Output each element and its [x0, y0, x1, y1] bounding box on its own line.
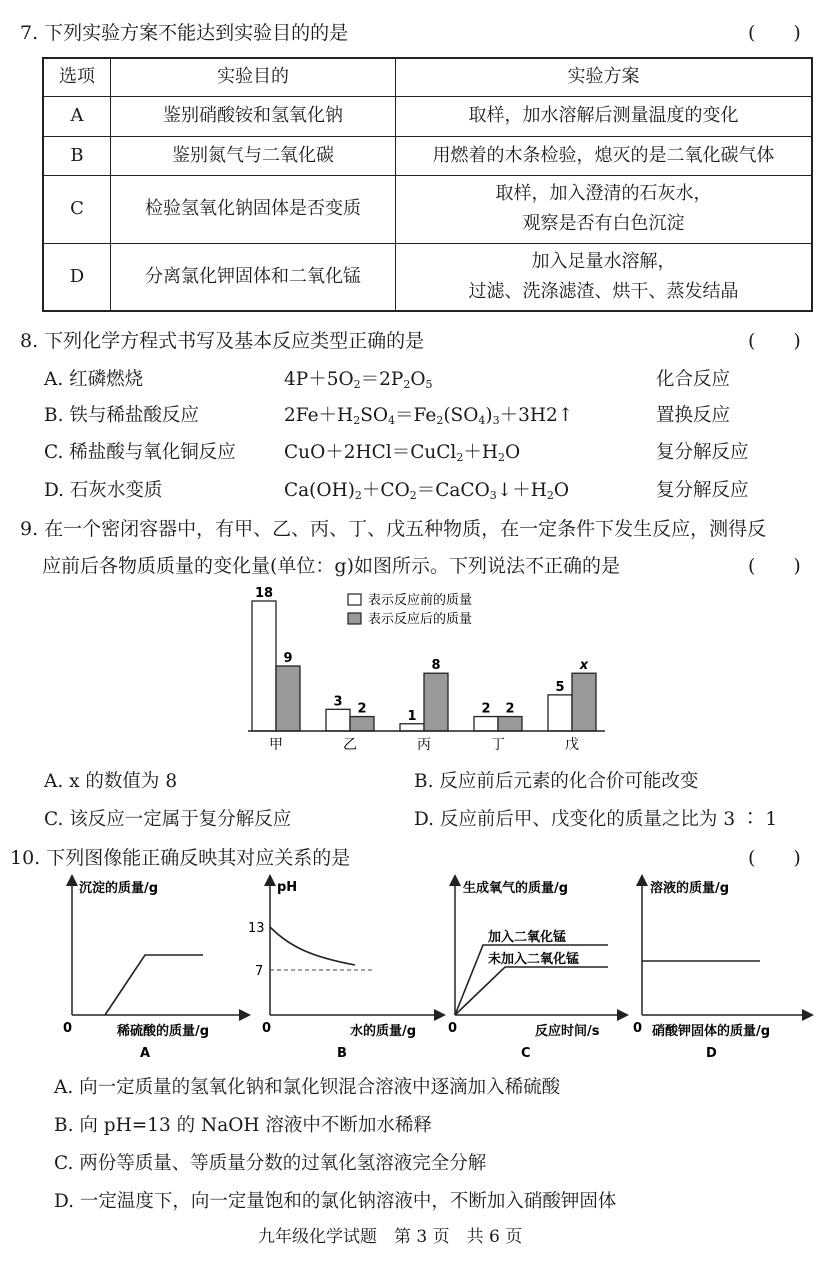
q8-option-c-label: C. 稀盐酸与氧化铜反应 [44, 442, 236, 463]
q8-option-c-equation: $CuO+2HCl=CuCl_2+H_2O$ [284, 442, 521, 464]
legend-after-swatch [348, 613, 361, 624]
q8-option-d-label: D. 石灰水变质 [44, 480, 163, 501]
origin-label: 0 [633, 1021, 643, 1036]
bar-value-label: 2 [481, 701, 491, 717]
q9-stem-line2: 应前后各物质质量的变化量(单位：g)如图所示。下列说法不正确的是 [42, 555, 620, 577]
bar-after-0 [276, 666, 300, 731]
q9-option-a: A. x 的数值为 8 [44, 771, 178, 792]
row-option: C [43, 175, 111, 243]
q8-option-c-type: 复分解反应 [656, 442, 749, 463]
q10-option-d: D. 一定温度下，向一定量饱和的氯化钠溶液中，不断加入硝酸钾固体 [54, 1191, 617, 1212]
row-plan [396, 175, 813, 243]
origin-label: 0 [262, 1021, 272, 1036]
q8-option-a-label: A. 红磷燃烧 [44, 369, 144, 390]
q8-stem: 8. 下列化学方程式书写及基本反应类型正确的是 [20, 330, 425, 352]
row-purpose: 鉴别氮气与二氧化碳 [111, 136, 396, 175]
row-plan-line1: 取样，加入澄清的石灰水， [495, 183, 712, 204]
row-purpose: 检验氢氧化钠固体是否变质 [111, 175, 396, 243]
category-label: 丙 [417, 737, 431, 753]
bar-after-4 [572, 673, 596, 731]
q8-option-b-type: 置换反应 [656, 405, 731, 426]
y-axis-label: 沉淀的质量/g [79, 881, 159, 896]
q10-option-a: A. 向一定质量的氢氧化钠和氯化钡混合溶液中逐滴加入稀硫酸 [54, 1077, 561, 1098]
page-footer: 九年级化学试题 第 3 页 共 6 页 [258, 1227, 523, 1247]
row-option: A [43, 96, 111, 136]
row-plan: 用燃着的木条检验，熄灭的是二氧化碳气体 [396, 136, 813, 175]
bar-value-label: 1 [407, 708, 417, 724]
q10-graph-b [250, 875, 445, 1060]
legend-before-label: 表示反应前的质量 [368, 593, 473, 608]
bar-before-2 [400, 724, 424, 731]
q9-option-d: D. 反应前后甲、戊变化的质量之比为 3 ∶ 1 [414, 809, 778, 830]
table-row [43, 136, 812, 175]
line-label-without-mno2: 未加入二氧化锰 [488, 952, 580, 967]
bar-value-label: 8 [431, 658, 441, 674]
origin-label: 0 [63, 1021, 73, 1036]
bar-before-1 [326, 709, 350, 731]
row-plan: 取样，加水溶解后测量温度的变化 [396, 96, 813, 136]
q9-option-c: C. 该反应一定属于复分解反应 [44, 809, 292, 830]
q8-option-d-type: 复分解反应 [656, 480, 749, 501]
q7-stem: 7. 下列实验方案不能达到实验目的的是 [20, 22, 349, 44]
row-purpose: 鉴别硝酸铵和氢氧化钠 [111, 96, 396, 136]
bar-value-label: x [579, 658, 589, 674]
q10-graph-d [630, 875, 830, 1060]
category-label: 戊 [565, 737, 579, 753]
bar-after-2 [424, 673, 448, 731]
table-header-purpose: 实验目的 [111, 58, 396, 96]
origin-label: 0 [448, 1021, 458, 1036]
q9-answer-paren: ( ) [748, 555, 801, 577]
curve-without-mno2 [455, 967, 608, 1015]
y-axis-label: 溶液的质量/g [650, 881, 730, 896]
q10-option-c: C. 两份等质量、等质量分数的过氧化氢溶液完全分解 [54, 1153, 487, 1174]
table-row [43, 243, 812, 311]
q10-graph-c [443, 875, 638, 1060]
row-plan-line2: 观察是否有白色沉淀 [522, 213, 685, 234]
q10-answer-paren: ( ) [748, 847, 801, 869]
bar-value-label: 5 [555, 679, 565, 695]
q7-table [42, 57, 813, 312]
y-axis-label: 生成氧气的质量/g [463, 881, 569, 896]
x-axis-label: 硝酸钾固体的质量/g [652, 1024, 771, 1039]
row-option: D [43, 243, 111, 311]
q9-stem-line1: 9. 在一个密闭容器中，有甲、乙、丙、丁、戊五种物质，在一定条件下发生反应，测得反 [20, 518, 767, 540]
row-plan-line2: 过滤、洗涤滤渣、烘干、蒸发结晶 [468, 280, 739, 302]
bar-value-label: 2 [357, 701, 367, 717]
q10-option-b: B. 向 pH=13 的 NaOH 溶液中不断加水稀释 [54, 1115, 432, 1136]
row-plan [396, 243, 813, 311]
q8-option-b-label: B. 铁与稀盐酸反应 [44, 405, 199, 426]
y-axis-label: pH [277, 880, 298, 895]
table-header-plan: 实验方案 [396, 58, 813, 96]
row-purpose: 分离氯化钾固体和二氧化锰 [111, 243, 396, 311]
bar-after-1 [350, 717, 374, 731]
q8-option-d-equation: $Ca(OH)_2+CO_2=CaCO_3↓+H_2O$ [284, 480, 570, 502]
tick-7: 7 [255, 964, 264, 979]
graph-tag: D [706, 1046, 717, 1061]
bar-value-label: 3 [333, 694, 343, 710]
category-label: 甲 [269, 737, 283, 753]
bar-value-label: 9 [283, 651, 293, 666]
curve [270, 927, 355, 965]
table-row [43, 175, 812, 243]
bar-before-4 [548, 695, 572, 731]
table-header-option: 选项 [43, 58, 111, 96]
row-option: B [43, 136, 111, 175]
bar-before-0 [252, 601, 276, 731]
q8-answer-paren: ( ) [748, 330, 801, 352]
graph-tag: C [521, 1046, 531, 1061]
bar-value-label: 18 [254, 586, 274, 601]
legend-after-label: 表示反应后的质量 [368, 612, 473, 627]
x-axis-label: 反应时间/s [535, 1024, 600, 1039]
bar-before-3 [474, 717, 498, 731]
row-plan-line1: 加入足量水溶解， [531, 250, 676, 272]
q7-answer-paren: ( ) [748, 22, 801, 44]
q10-stem: 10. 下列图像能正确反映其对应关系的是 [10, 847, 351, 869]
curve [105, 955, 203, 1015]
x-axis-label: 稀硫酸的质量/g [117, 1024, 210, 1039]
q10-graph-a [55, 875, 250, 1060]
x-axis-label: 水的质量/g [350, 1024, 417, 1039]
legend-before-swatch [348, 594, 361, 605]
q9-option-b: B. 反应前后元素的化合价可能改变 [414, 771, 699, 792]
tick-13: 13 [248, 921, 265, 936]
table-row [43, 96, 812, 136]
q8-option-a-type: 化合反应 [656, 369, 731, 390]
category-label: 丁 [491, 737, 505, 753]
q8-option-b-equation: $2Fe+H_2SO_4=Fe_2(SO_4)_3+3H2↑$ [284, 405, 574, 427]
bar-value-label: 2 [505, 701, 515, 717]
bar-after-3 [498, 717, 522, 731]
graph-tag: A [140, 1046, 151, 1061]
line-label-with-mno2: 加入二氧化锰 [488, 930, 567, 945]
q9-bar-chart [230, 585, 610, 760]
graph-tag: B [337, 1046, 347, 1061]
q8-option-a-equation: $4P+5O_2=2P_2O_5$ [284, 369, 433, 391]
category-label: 乙 [343, 737, 357, 753]
